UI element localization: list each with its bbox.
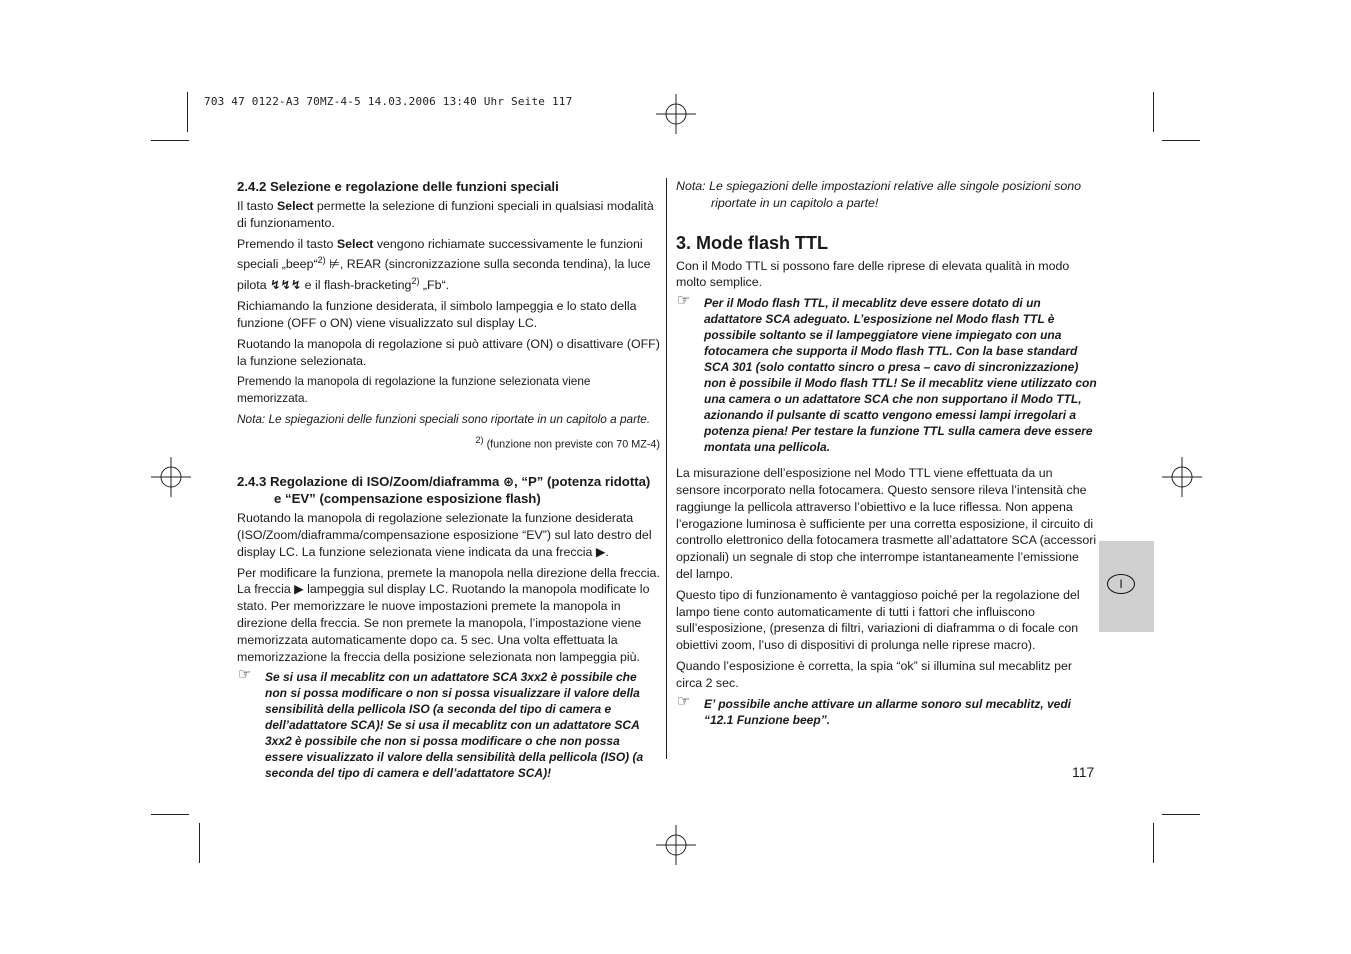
paragraph: Questo tipo di funzionamento è vantaggioso poiché per la regolazione del lampo tiene conto automaticamente di tutti i fattori che influiscono sull’esposizione, (presenza di filtri, variazioni di diaframma o di focale con obiettivi zoom, l’uso di dispositivi di prolunga nelle riprese macro).	[676, 587, 1080, 653]
registration-mark-icon	[151, 457, 191, 497]
tip-box	[676, 292, 1098, 455]
paragraph: Richiamando la funzione desiderata, il simbolo lampeggia e lo stato della funzione (OFF o ON) viene visualizzato sul display LC.	[237, 299, 637, 331]
paragraph: La misurazione dell’esposizione nel Modo TTL viene effettuata da un sensore incorporato nella fotocamera. Questo sensore rileva l’intensità che raggiunge la pellicola attraverso l’obiettivo e la luce riflessa. Non appena l’erogazione luminosa è sufficiente per una corretta esposizione, il circuito di controllo elettronico della fotocamera trasmette all’adattatore SCA (accessori opzionali) un segnale di stop che interrompe istantaneamente l’emissione del lampo.	[676, 466, 1097, 581]
crop-mark	[1162, 140, 1200, 141]
crop-mark	[199, 823, 200, 863]
pointing-hand-icon: ☞	[677, 292, 691, 310]
paragraph: Ruotando la manopola di regolazione selezionate la funzione desiderata (ISO/Zoom/diaframma/compensazione esposizione “EV”) sul lato destro del display LC. La funzione selezionata viene indicata da una freccia ▶.	[237, 511, 652, 559]
paragraph: Con il Modo TTL si possono fare delle riprese di elevata qualità in modo molto semplice.	[676, 258, 1070, 290]
pointing-hand-icon: ☞	[238, 666, 252, 684]
chapter-heading: 3. Mode flash TTL	[676, 232, 829, 253]
column-divider	[666, 178, 667, 759]
footnote: $^{2)}$ (funzione non previste con 70 MZ-4)	[475, 434, 660, 451]
language-indicator: I	[1107, 574, 1135, 594]
footnote-ref: 2)	[411, 276, 420, 287]
crop-mark	[1153, 823, 1154, 863]
paragraph: Premendo la manopola di regolazione la funzione selezionata viene memorizzata.	[237, 374, 591, 406]
paragraph: Ruotando la manopola di regolazione si può attivare (ON) o disattivare (OFF) la funzione selezionata.	[237, 336, 660, 368]
paragraph: Premendo il tasto Select vengono richiamate successivamente le funzioni speciali „beep“$^{2)}$ ⊭, REAR (sincronizzazione sulla seconda tendina), la luce pilota ↯↯↯ e il flash-bracketing$^{2)}$ „Fb“.	[237, 236, 651, 293]
tip-text: E’ possibile anche attivare un allarme sonoro sul mecablitz, vedi “12.1 Funzione beep”.	[704, 696, 1072, 727]
pilot-light-icon: ↯↯↯	[270, 278, 302, 293]
registration-mark-icon	[656, 94, 696, 134]
right-column	[676, 178, 1098, 732]
pointing-hand-icon: ☞	[677, 692, 691, 710]
section-heading-2-4-3: 2.4.3 Regolazione di ISO/Zoom/diaframma ⊛, “P” (potenza ridotta) e “EV” (compensazione esposizione flash)	[237, 474, 651, 507]
crop-mark	[1162, 814, 1200, 815]
tip-text: Per il Modo flash TTL, il mecablitz deve essere dotato di un adattatore SCA adeguato. L’esposizione nel Modo flash TTL è possibile soltanto se il lampeggiatore viene impiegato con una fotocamera che supporta il Modo flash TTL. Con la base standard SCA 301 (solo contatto sincro o presa – cavo di sincronizzazione) non è possibile il Modo flash TTL! Se il mecablitz viene utilizzato con una camera o un adattatore SCA che non supportano il Modo TTL, azionando il pulsante di scatto vengono emessi lampi irregolari a potenza piena! Per testare la funzione TTL sulla camera deve essere montata una pellicola.	[704, 296, 1097, 455]
crop-mark	[151, 814, 189, 815]
registration-mark-icon	[656, 825, 696, 865]
select-key-label: Select	[336, 236, 374, 251]
paragraph: Per modificare la funziona, premete la manopola nella direzione della freccia. La freccia ▶ lampeggia sul display LC. Ruotando la manopola modificate lo stato. Per memorizzare le nuove impostazioni premete la manopola in direzione della freccia. Se non premete la manopola, l’impostazione viene memorizzata automaticamente dopo ca. 5 sec. Una volta effettuata la memorizzazione la freccia della posizione selezionata non lampeggia più.	[237, 565, 660, 664]
note: Nota: Le spiegazioni delle funzioni speciali sono riportate in un capitolo a parte.	[237, 412, 651, 427]
note: Nota: Le spiegazioni delle impostazioni relative alle singole posizioni sono riportate in un capitolo a parte!	[676, 179, 1082, 210]
registration-mark-icon	[1162, 457, 1202, 497]
crop-mark	[1153, 92, 1154, 132]
crop-mark	[151, 140, 189, 141]
crop-mark	[187, 92, 188, 132]
paragraph: Quando l’esposizione è corretta, la spia “ok” si illumina sul mecablitz per circa 2 sec.	[676, 658, 1072, 690]
left-column	[237, 178, 660, 785]
tip-text: Se si usa il mecablitz con un adattatore SCA 3xx2 è possibile che non si possa modificare o non si possa visualizzare il valore della sensibilità della pellicola ISO (a seconda del tipo di camera e dell’adattatore SCA)! Se si usa il mecablitz con un adattatore SCA 3xx2 è possibile che non si possa modificare o che non possa essere visualizzato il valore della sensibilità della pellicola (ISO) (a seconda del tipo di camera e dell’adattatore SCA)!	[265, 670, 644, 781]
section-heading-2-4-2: 2.4.2 Selezione e regolazione delle funzioni speciali	[237, 179, 559, 194]
tip-box	[237, 666, 660, 781]
print-slug: 703 47 0122-A3 70MZ-4-5 14.03.2006 13:40 Uhr Seite 117	[204, 95, 573, 108]
sync-symbol-icon: ⊭	[329, 257, 340, 272]
footnote-ref: 2)	[317, 255, 326, 266]
select-key-label: Select	[276, 199, 314, 213]
tip-box	[676, 692, 1098, 728]
page-number: 117	[1072, 764, 1095, 780]
paragraph: Il tasto Select permette la selezione di funzioni speciali in qualsiasi modalità di funzionamento.	[237, 199, 654, 230]
